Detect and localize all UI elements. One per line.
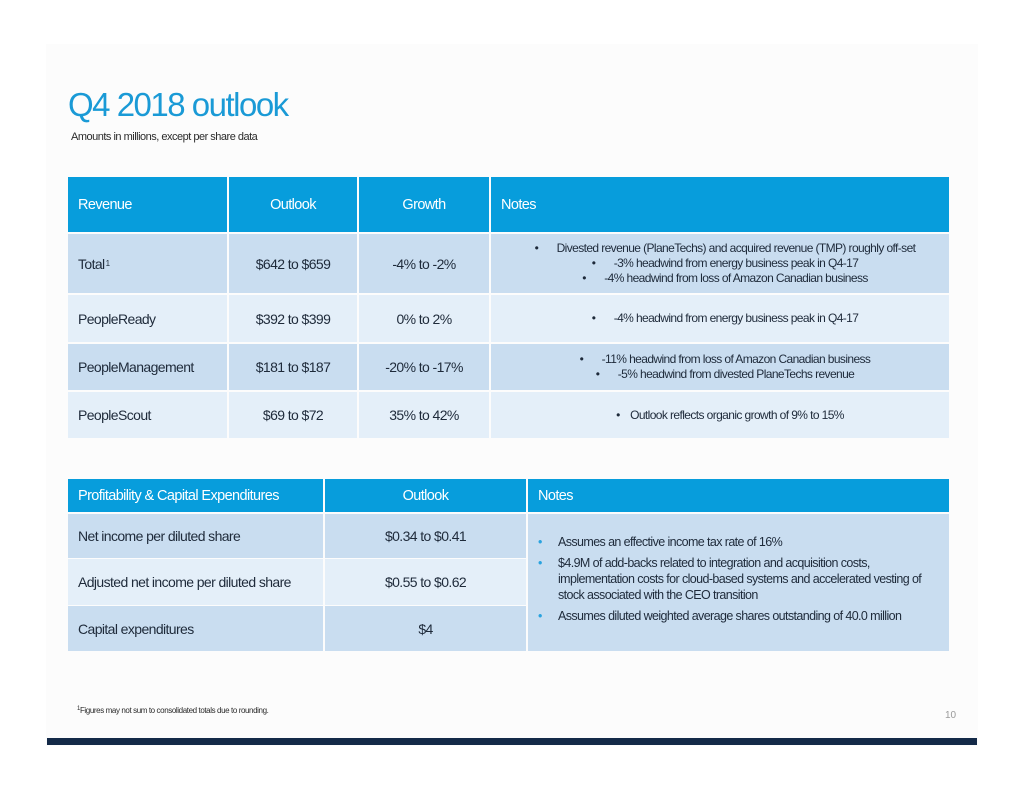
bullet-icon: •: [591, 256, 596, 270]
outlook-value: $69 to $72: [229, 392, 357, 438]
header-growth: Growth: [359, 177, 489, 232]
bullet-icon: •: [591, 311, 596, 325]
bullet-icon: •: [538, 609, 542, 623]
note-text: Divested revenue (PlaneTechs) and acquired revenue (TMP) roughly off-set: [556, 241, 916, 255]
segment-name: PeopleReady: [68, 295, 227, 342]
footnote-marker: 1: [77, 706, 80, 712]
note-item: [580, 352, 871, 367]
page-subtitle: Amounts in millions, except per share data: [71, 131, 258, 143]
bottom-bar: [47, 738, 977, 745]
notes-cell: [528, 514, 949, 651]
segment-name: PeopleScout: [68, 392, 227, 438]
header-outlook: Outlook: [229, 177, 357, 232]
note-text: Assumes diluted weighted average shares outstanding of 40.0 million: [558, 609, 902, 623]
notes-cell: [491, 344, 949, 390]
outlook-value: $0.34 to $0.41: [325, 514, 526, 558]
outlook-value: $181 to $187: [229, 344, 357, 390]
note-item: [616, 408, 844, 423]
note-text: $4.9M of add-backs related to integration and acquisition costs, implementation costs for cloud-based systems and accelerated vesting of stock associated with the CEO transition: [558, 556, 922, 602]
outlook-value: $392 to $399: [229, 295, 357, 342]
note-text: -5% headwind from divested PlaneTechs revenue: [617, 367, 855, 381]
table-row-segment: [68, 234, 227, 293]
page-title: Q4 2018 outlook: [68, 86, 288, 123]
note-text: -4% headwind from energy business peak in Q4-17: [613, 311, 859, 325]
note-item: [535, 241, 916, 256]
bullet-icon: •: [538, 535, 542, 549]
note-item: [596, 367, 855, 382]
note-text: -3% headwind from energy business peak in Q4-17: [613, 256, 859, 270]
segment-name: Total: [78, 255, 105, 272]
header-outlook: Outlook: [325, 479, 526, 512]
note-item: [592, 311, 859, 326]
metric-name: Net income per diluted share: [68, 514, 323, 558]
notes-cell: [491, 234, 949, 293]
header-notes: Notes: [528, 479, 949, 512]
bullet-icon: •: [579, 352, 584, 366]
outlook-value: $0.55 to $0.62: [325, 559, 526, 605]
metric-name: Adjusted net income per diluted share: [68, 559, 323, 605]
footnote-text: Figures may not sum to consolidated totals due to rounding.: [79, 706, 269, 715]
note-text: Assumes an effective income tax rate of 16%: [558, 535, 783, 549]
growth-value: 0% to 2%: [359, 295, 489, 342]
note-item: [538, 534, 949, 550]
bullet-icon: •: [616, 407, 620, 422]
notes-cell: [491, 295, 949, 342]
bullet-icon: •: [534, 241, 539, 255]
metric-name: Capital expenditures: [68, 606, 323, 651]
outlook-value: $642 to $659: [229, 234, 357, 293]
growth-value: -4% to -2%: [359, 234, 489, 293]
header-profitability: Profitability & Capital Expenditures: [68, 479, 323, 512]
bullet-icon: •: [595, 367, 600, 381]
note-item: [582, 271, 868, 286]
note-item: [592, 256, 859, 271]
footnote: [76, 706, 268, 715]
notes-cell: [491, 392, 949, 438]
note-text: -4% headwind from loss of Amazon Canadian business: [604, 271, 868, 285]
note-item: [538, 608, 949, 624]
page-number: 10: [945, 710, 957, 721]
note-text: Outlook reflects organic growth of 9% to 15%: [630, 407, 844, 422]
footnote-marker: 1: [105, 259, 110, 268]
header-revenue: Revenue: [68, 177, 227, 232]
segment-name: PeopleManagement: [68, 344, 227, 390]
bullet-icon: •: [582, 271, 586, 285]
bullet-icon: •: [538, 556, 542, 570]
growth-value: 35% to 42%: [359, 392, 489, 438]
note-item: [538, 555, 938, 603]
note-text: -11% headwind from loss of Amazon Canadian business: [601, 352, 871, 366]
outlook-value: $4: [325, 606, 526, 651]
growth-value: -20% to -17%: [359, 344, 489, 390]
header-notes: Notes: [491, 177, 949, 232]
